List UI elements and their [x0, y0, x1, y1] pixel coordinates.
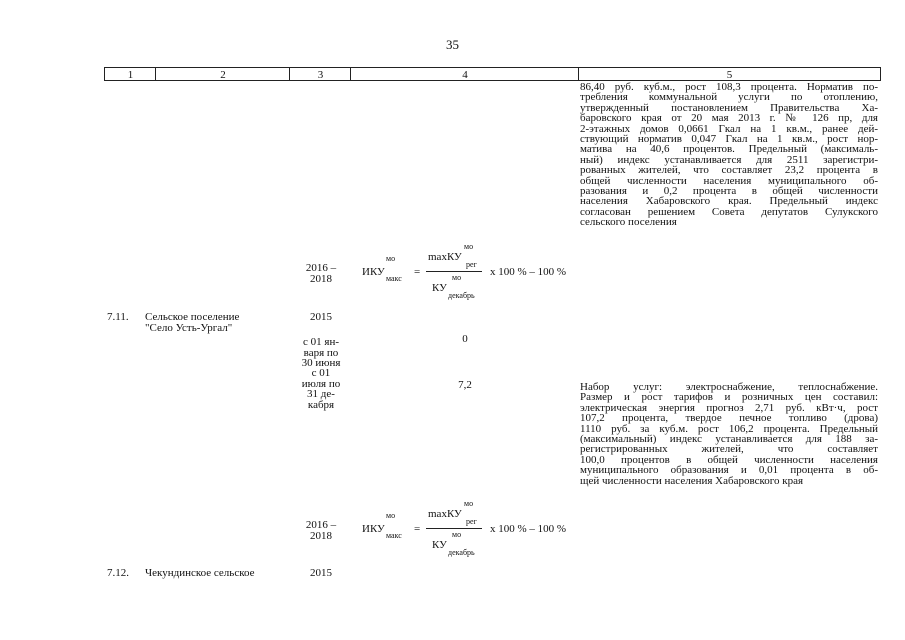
header-col-5: 5	[578, 67, 881, 81]
header-col-1: 1	[104, 67, 156, 81]
formula-tail: х 100 % – 100 %	[490, 523, 567, 535]
description-line: электрическая энергия прогноз 2,71 руб. кВт·ч, рост	[580, 401, 878, 414]
formula-lhs-sup: мо	[386, 511, 396, 520]
formula-lhs: ИКУ	[362, 266, 385, 278]
formula-num-sub: рег	[466, 517, 477, 526]
period-line: 2018	[310, 529, 332, 542]
description-line: Набор услуг: электроснабжение, теплоснабжение.	[580, 381, 878, 393]
formula-lhs-sub: макс	[386, 274, 402, 283]
description-line: 107,2 процента, твердое печное топливо (дрова)	[580, 412, 878, 425]
paragraph-line: согласован решением Совета депутатов Сулукского	[580, 205, 878, 218]
period-line: 2016 –	[305, 262, 337, 274]
paragraph-line: общей численности населения муниципального об-	[580, 174, 878, 187]
period-first-half	[291, 337, 351, 369]
formula-ikumax	[362, 240, 622, 320]
period-line: с 01 ян-	[303, 336, 339, 348]
paragraph-line: 86,40 руб. куб.м., рост 108,3 процента. Норматив по-	[580, 81, 878, 93]
formula-equals: =	[414, 523, 421, 535]
formula-lhs-sup: мо	[386, 254, 396, 263]
period-line: 31 де-	[307, 388, 335, 400]
header-col-2: 2	[155, 67, 290, 81]
paragraph-line: 2-этажных домов 0,0661 Гкал на 1 кв.м., ранее дей-	[580, 122, 878, 135]
formula-numerator: maxКУ	[428, 508, 462, 520]
formula-ikumax	[362, 497, 622, 577]
formula-denominator: КУ	[432, 539, 447, 551]
row-year: 2015	[310, 311, 332, 323]
formula-lhs: ИКУ	[362, 523, 385, 535]
period-line: кабря	[307, 398, 335, 411]
period-line: с 01	[311, 367, 331, 379]
paragraph-line: ный) индекс устанавливается для 2511 зарегистри-	[580, 153, 878, 166]
fraction-line	[426, 271, 482, 272]
paragraph-line: разования и 0,2 процента в общей численности	[580, 185, 878, 198]
period-second-half	[291, 368, 351, 410]
paragraph-line: утвержденный постановлением Правительства Ха-	[580, 101, 878, 114]
period-2016-2018	[296, 263, 346, 284]
paragraph-line: ствующий норматив 0,047 Гкал на 1 кв.м., рост нор-	[580, 133, 878, 146]
description-line: регистрированных жителей, что составляет	[580, 443, 878, 456]
continuation-paragraph	[580, 82, 878, 228]
row-description	[580, 382, 878, 486]
description-line: (максимальный) индекс устанавливается для 188 за-	[580, 433, 878, 446]
paragraph-line: баровского края от 20 мая 2013 г. № 126 пр, для	[580, 112, 878, 125]
formula-numerator: maxКУ	[428, 251, 462, 263]
paragraph-line: матива на 40,6 процентов. Предельный (максималь-	[580, 143, 878, 156]
page-number: 35	[446, 37, 459, 52]
index-value-second-half: 7,2	[458, 379, 472, 391]
paragraph-line: сельского поселения	[580, 216, 677, 229]
period-line: 2016 –	[305, 519, 337, 531]
row-number: 7.12.	[107, 567, 129, 579]
paragraph-line: рованных жителей, что составляет 23,2 процента в	[580, 164, 878, 177]
description-line: щей численности населения Хабаровского края	[580, 474, 804, 487]
formula-tail: х 100 % – 100 %	[490, 266, 567, 278]
row-year: 2015	[310, 567, 332, 579]
description-line: муниципального образования и 0,01 процента в об-	[580, 464, 878, 477]
formula-equals: =	[414, 266, 421, 278]
paragraph-line: требления коммунальной услуги по отоплению,	[580, 91, 878, 104]
formula-den-sup: мо	[452, 273, 462, 282]
formula-num-sup: мо	[464, 499, 474, 508]
formula-den-sup: мо	[452, 530, 462, 539]
formula-num-sup: мо	[464, 242, 474, 251]
header-col-4: 4	[350, 67, 579, 81]
row-name-line: "Село Усть-Ургал"	[145, 321, 233, 334]
description-line: 100,0 процентов в общей численности населения	[580, 453, 878, 466]
formula-den-sub: декабрь	[448, 291, 475, 300]
formula-denominator: КУ	[432, 282, 447, 294]
formula-num-sub: рег	[466, 260, 477, 269]
row-name-line: Сельское поселение	[145, 311, 240, 323]
description-line: Размер и рост тарифов и розничных цен составил:	[580, 391, 878, 404]
index-value-first-half: 0	[462, 333, 468, 345]
fraction-line	[426, 528, 482, 529]
period-2016-2018	[296, 520, 346, 541]
row-name	[145, 312, 239, 333]
row-name: Чекундинское сельское	[145, 567, 255, 579]
period-line: 30 июня	[301, 357, 341, 369]
paragraph-line: населения Хабаровского края. Предельный индекс	[580, 195, 878, 208]
period-line: 2018	[310, 272, 332, 285]
description-line: 1110 руб. за куб.м. рост 106,2 процента. Предельный	[580, 422, 878, 435]
header-col-3: 3	[289, 67, 351, 81]
formula-lhs-sub: макс	[386, 531, 402, 540]
period-line: июля по	[301, 377, 341, 390]
formula-den-sub: декабрь	[448, 548, 475, 557]
period-line: варя по	[303, 346, 339, 359]
row-number: 7.11.	[107, 311, 129, 323]
